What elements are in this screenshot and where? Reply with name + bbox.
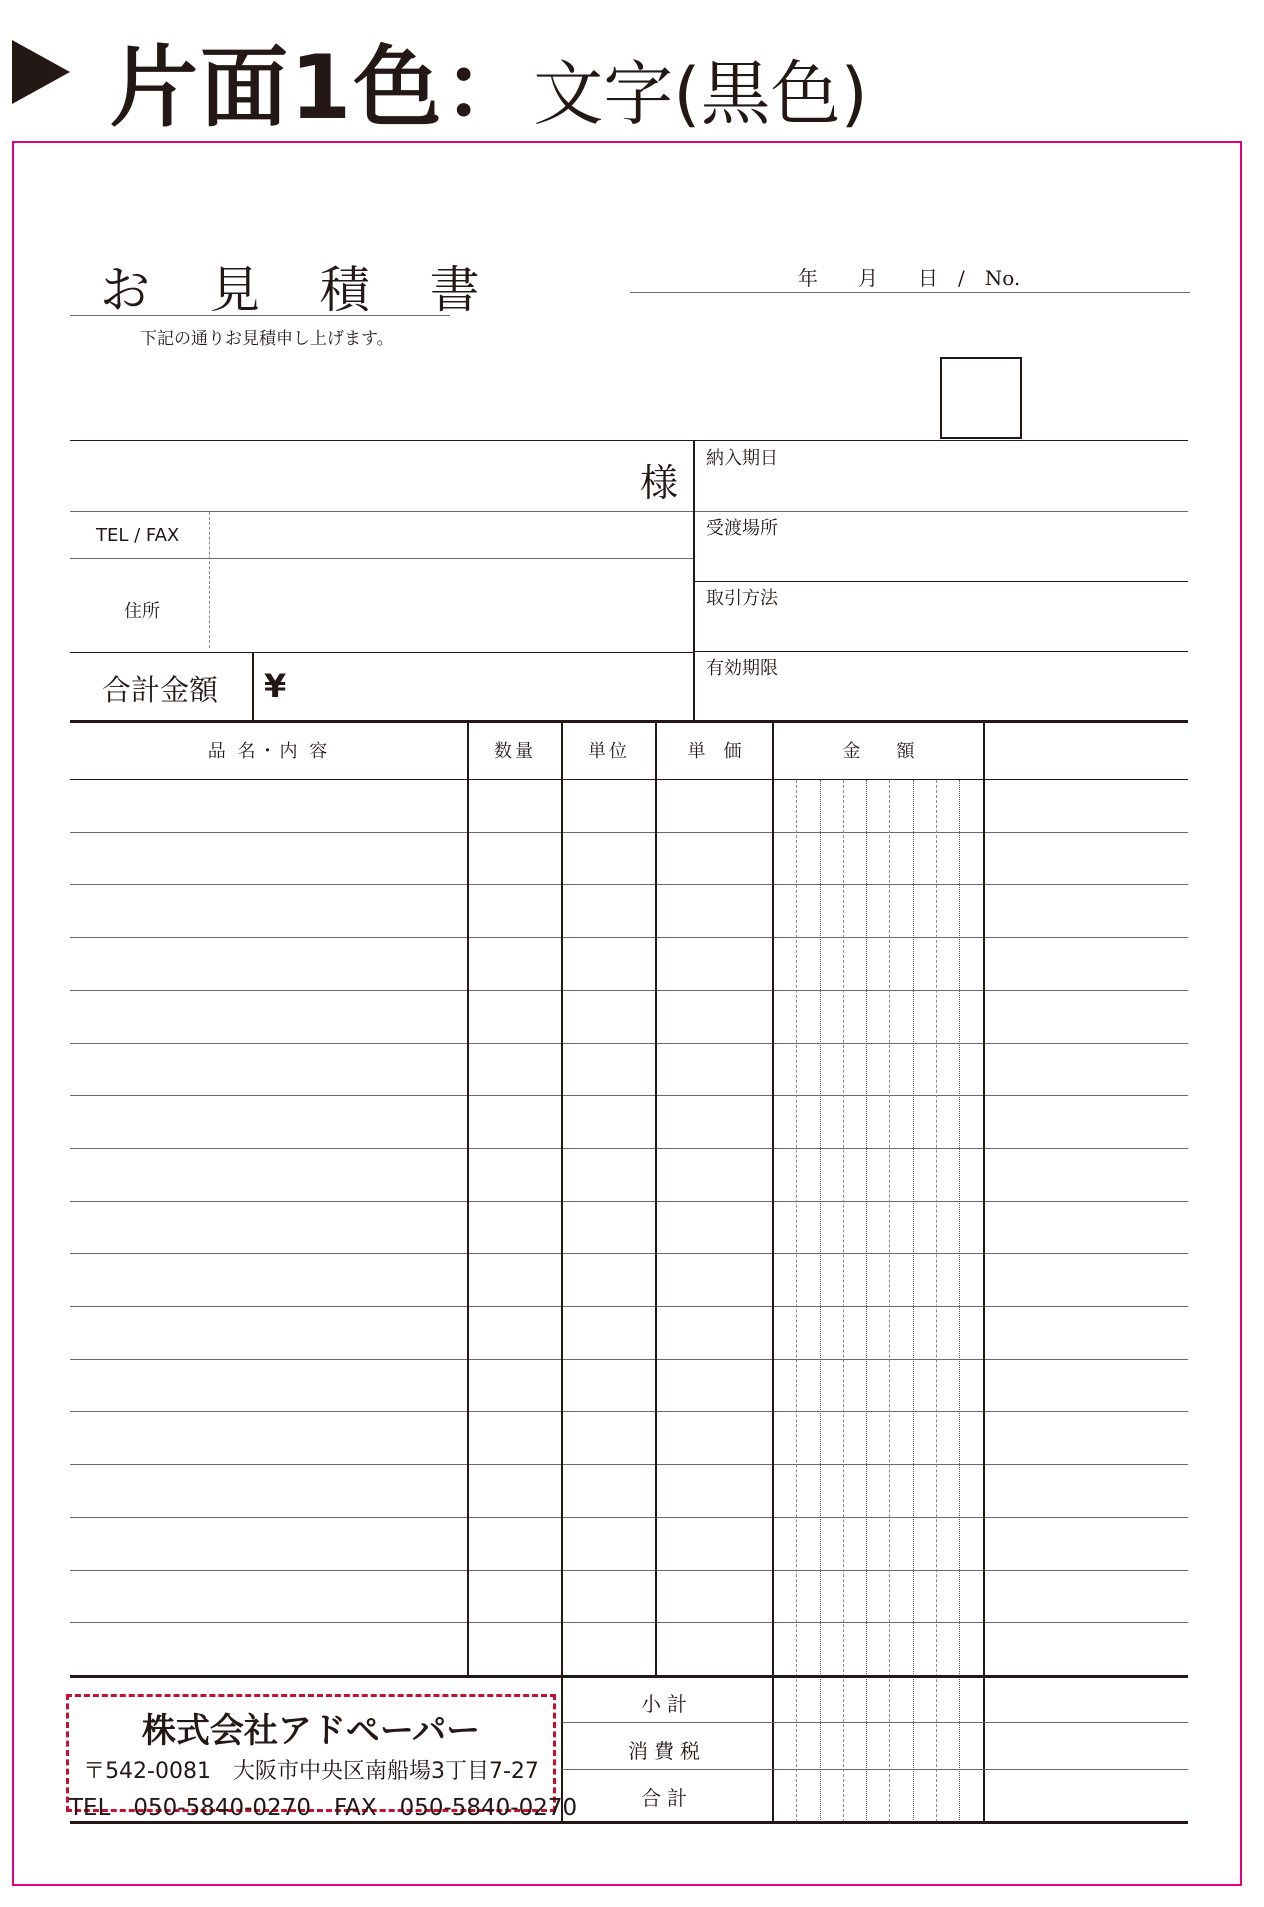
company-name: 株式会社アドペーパー [141,1711,481,1751]
customer-honorific: 様 [640,461,679,505]
stamp-box [940,357,1022,439]
table-header-line [70,779,1188,780]
table-row-line [70,1201,1188,1202]
item-column-divider [467,720,469,1675]
form-title: お 見 積 書 [100,261,502,319]
digit-guide [959,780,960,1822]
table-row-line [70,937,1188,938]
rule [562,1722,1188,1723]
company-info-box [66,1694,578,1821]
total-amount-label: 合計金額 [102,673,219,707]
rule [70,652,694,653]
heading-main: 片面1色： [110,36,534,139]
delivery-place-label: 受渡場所 [706,518,778,539]
table-row-line [70,1306,1188,1307]
header-divider [693,440,695,722]
header-top-line [70,440,1188,441]
table-top-line [70,720,1188,723]
total-divider [252,652,254,722]
company-address: 〒542-0081 大阪市中央区南船場3丁目7-27 [83,1759,539,1784]
column-header-unit-price: 単 価 [687,741,742,762]
heading-sub: 文字(黒色) [533,53,868,135]
column-header-item: 品 名・内 容 [207,741,331,762]
table-row-line [70,1359,1188,1360]
table-row-line [70,1148,1188,1149]
table-row-line [70,990,1188,991]
amount-column-divider [983,720,985,1822]
payment-method-label: 取引方法 [706,588,778,609]
column-header-quantity: 数量 [494,741,536,762]
table-row-line [70,1464,1188,1465]
price-column-divider [772,720,774,1822]
grand-total-label: 合計 [641,1786,693,1810]
digit-guide [843,780,844,1822]
rule [70,511,694,512]
play-triangle-icon [12,40,70,104]
tax-label: 消費税 [628,1739,706,1763]
digit-guide [820,780,821,1822]
rule [694,651,1188,652]
validity-period-label: 有効期限 [706,658,778,679]
table-row-line [70,1253,1188,1254]
table-row-line [70,884,1188,885]
table-row-line [70,1411,1188,1412]
tel-fax-label: TEL / FAX [96,525,180,546]
digit-guide [913,780,914,1822]
rule [694,511,1188,512]
table-row-line [70,832,1188,833]
column-header-unit: 単位 [588,741,630,762]
print-area-frame [12,141,1242,1886]
table-row-line [70,1570,1188,1571]
digit-guide [866,780,867,1822]
quantity-column-divider [561,720,563,1822]
digit-guide [796,780,797,1822]
summary-top-line [70,1675,1188,1678]
table-row-line [70,1095,1188,1096]
label-divider [209,512,210,648]
yen-sign: ¥ [264,667,287,705]
delivery-date-label: 納入期日 [706,448,778,469]
column-header-amount: 金 額 [842,741,915,762]
rule [562,1769,1188,1770]
table-row-line [70,1517,1188,1518]
date-underline [630,292,1190,293]
title-underline [70,315,450,316]
rule [694,581,1188,582]
unit-column-divider [655,720,657,1675]
table-row-line [70,1043,1188,1044]
rule [70,558,694,559]
address-label: 住所 [124,601,160,622]
page-heading [110,18,868,144]
form-subtitle: 下記の通りお見積申し上げます。 [140,329,394,349]
table-row-line [70,1622,1188,1623]
digit-guide [936,780,937,1822]
date-number-line: 年 月 日 / No. [798,266,1021,290]
digit-guide [889,780,890,1822]
subtotal-label: 小計 [641,1692,693,1716]
company-contact: TEL 050-5840-0270 FAX 050-5840-0270 [69,1795,578,1821]
